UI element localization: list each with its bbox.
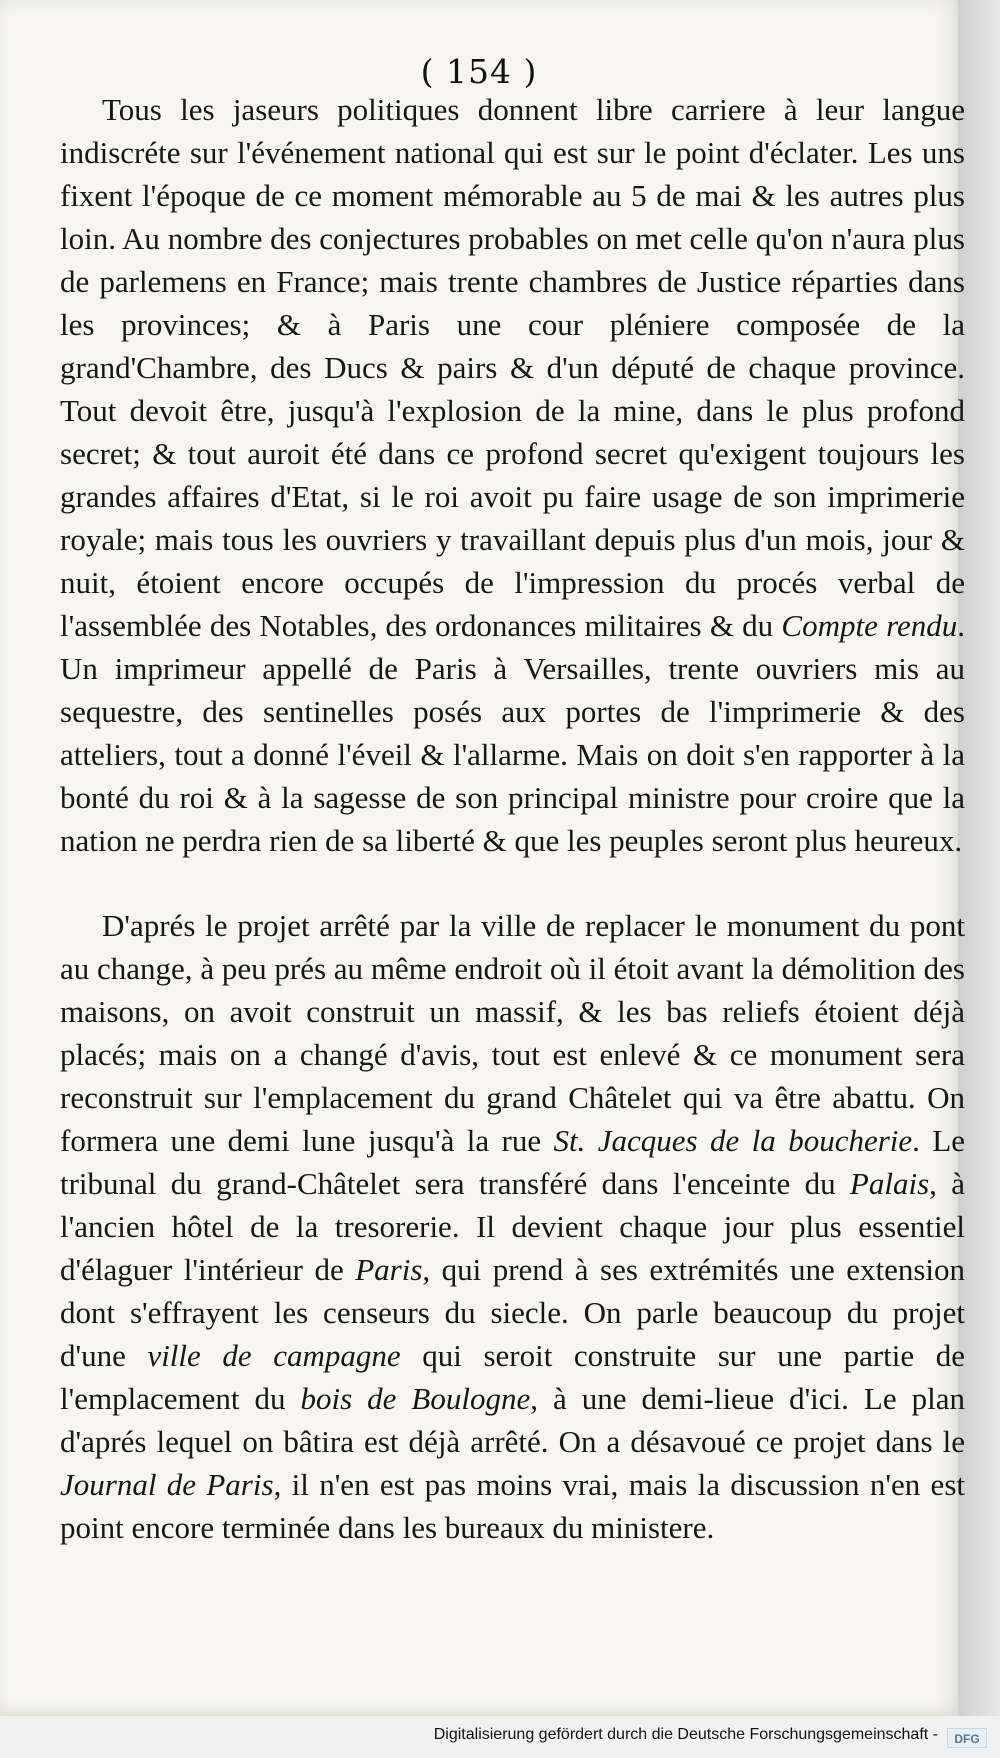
italic-text-segment: St. Jacques de la boucherie xyxy=(553,1123,913,1158)
italic-text-segment: Paris xyxy=(355,1252,423,1287)
text-segment: , à l'ancien hôtel de la tresorerie. Il devient chaque jour plus essentiel d'élaguer l'intérieur de xyxy=(60,1166,966,1287)
text-segment: , il n'en est pas moins vrai, mais la discussion n'en est point encore terminée dans les bureaux du ministere. xyxy=(60,1467,965,1545)
paragraph-1 xyxy=(60,88,965,862)
text-segment: , à une demi-lieue d'ici. Le plan d'aprés lequel on bâtira est déjà arrêté. On a désavoué ce projet dans le xyxy=(60,1381,965,1459)
text-segment: Tous les jaseurs politiques donnent libre carriere à leur langue indiscréte sur l'événement national qui est sur le point d'éclater. Les uns fixent l'époque de ce moment mémorable au 5 de mai & les autres plus loin. Au nombre des conjectures probables on met celle qu'on n'aura plus de parlemens en France; mais trente chambres de Justice réparties dans les provinces; & à Paris une cour pléniere composée de la grand'Chambre, des Ducs & pairs & d'un député de chaque province. Tout devoit être, jusqu'à l'explosion de la mine, dans le plus profond secret; & tout auroit été dans ce profond secret qu'exigent toujours les grandes affaires d'Etat, si le roi avoit pu faire usage de son imprimerie royale; mais tous les ouvriers y travaillant depuis plus d'un mois, jour & nuit, étoient encore occupés de l'impression du procés verbal de l'assemblée des Notables, des ordonances militaires & du xyxy=(60,92,965,643)
text-segment: . Un imprimeur appellé de Paris à Versailles, trente ouvriers mis au sequestre, des sentinelles posés aux portes de l'imprimerie & des atteliers, tout a donné l'éveil & l'allarme. Mais on doit s'en rapporter à la bonté du roi & à la sagesse de son principal ministre pour croire que la nation ne perdra rien de sa liberté & que les peuples seront plus heureux. xyxy=(60,608,965,858)
text-segment: qui seroit construite sur une partie de l'emplacement du xyxy=(60,1338,965,1416)
text-segment: . Le tribunal du grand-Châtelet sera transféré dans l'enceinte du xyxy=(60,1123,966,1201)
page-number: ( 154 ) xyxy=(420,52,538,91)
text-segment: , qui prend à ses extrémités une extension dont s'effrayent les censeurs du siecle. On parle beaucoup du projet d'une xyxy=(60,1252,966,1373)
italic-text-segment: Compte rendu xyxy=(781,608,958,643)
digitization-note: Digitalisierung gefördert durch die Deutsche Forschungsgemeinschaft - xyxy=(433,1726,938,1743)
body-text xyxy=(60,88,965,1549)
dfg-logo: DFG xyxy=(947,1728,987,1748)
paragraph-2 xyxy=(60,904,965,1549)
text-segment: D'aprés le projet arrêté par la ville de replacer le monument du pont au change, à peu prés au même endroit où il étoit avant la démolition des maisons, on avoit construit un massif, & les bas reliefs étoient déjà placés; mais on a changé d'avis, tout est enlevé & ce monument sera reconstruit sur l'emplacement du grand Châtelet qui va être abattu. On formera une demi lune jusqu'à la rue xyxy=(60,908,965,1158)
italic-text-segment: Palais xyxy=(849,1166,930,1201)
italic-text-segment: ville de campagne xyxy=(147,1338,401,1373)
italic-text-segment: bois de Boulogne xyxy=(300,1381,531,1416)
italic-text-segment: Journal de Paris xyxy=(60,1467,274,1502)
